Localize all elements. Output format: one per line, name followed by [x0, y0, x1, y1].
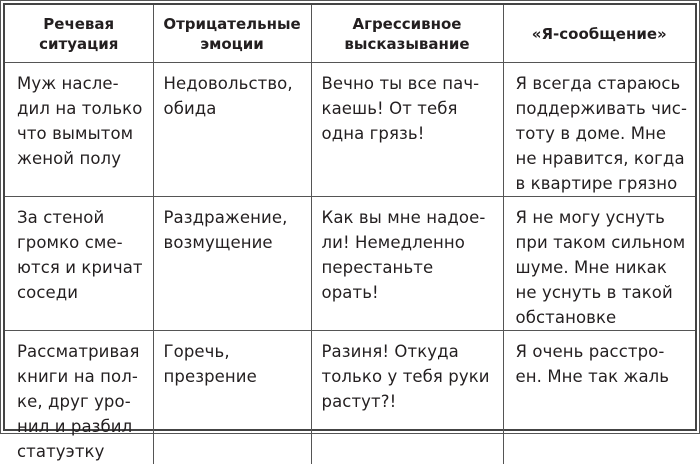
cell-line: За стеной: [17, 207, 105, 227]
cell-line: шуме. Мне никак: [515, 257, 667, 277]
cell-line: поддерживать чис-: [515, 98, 688, 118]
cell-situation: [5, 330, 153, 464]
cell-line: возмущение: [163, 232, 273, 252]
header-line: «Я-сообщение»: [531, 25, 667, 44]
cell-line: обстановке: [515, 307, 617, 327]
cell-line: дил на только: [17, 98, 143, 118]
cell-line: растут?!: [321, 391, 397, 411]
header-line: Речевая: [43, 15, 115, 34]
cell-line: Муж насле-: [17, 73, 119, 93]
cell-line: женой полу: [17, 148, 122, 168]
cell-line: статуэтку: [17, 441, 105, 461]
cell-line: одна грязь!: [321, 123, 425, 143]
cell-situation: [5, 196, 153, 330]
cell-line: ются и кричат: [17, 257, 143, 277]
cell-line: Недовольство,: [163, 73, 293, 93]
speech-situations-table: [5, 5, 695, 464]
cell-emotions: [153, 330, 311, 464]
cell-line: перестаньте: [321, 257, 434, 277]
cell-emotions: [153, 62, 311, 196]
cell-line: каешь! От тебя: [321, 98, 458, 118]
cell-line: не уснуть в такой: [515, 282, 673, 302]
header-line: высказывание: [344, 35, 470, 54]
table-header-row: [5, 5, 695, 62]
header-speech-situation: [5, 5, 153, 62]
cell-line: Я очень расстро-: [515, 341, 665, 361]
cell-line: ен. Мне так жаль: [515, 366, 670, 386]
cell-line: орать!: [321, 282, 379, 302]
cell-line: тоту в доме. Мне: [515, 123, 667, 143]
header-line: ситуация: [39, 35, 119, 54]
cell-line: при таком сильном: [515, 232, 686, 252]
cell-aggressive: [311, 196, 503, 330]
cell-line: громко сме-: [17, 232, 123, 252]
cell-emotions: [153, 196, 311, 330]
cell-line: что вымытом: [17, 123, 134, 143]
cell-aggressive: [311, 62, 503, 196]
table-row: [5, 62, 695, 196]
cell-i-message: [503, 196, 695, 330]
cell-line: обида: [163, 98, 217, 118]
cell-line: только у тебя руки: [321, 366, 490, 386]
table-row: [5, 196, 695, 330]
header-aggressive-statement: [311, 5, 503, 62]
cell-line: Я всегда стараюсь: [515, 73, 681, 93]
cell-line: нил и разбил: [17, 416, 133, 436]
cell-line: не нравится, когда: [515, 148, 685, 168]
cell-line: Рассматривая: [17, 341, 140, 361]
cell-line: Вечно ты все пач-: [321, 73, 480, 93]
cell-line: Я не могу уснуть: [515, 207, 665, 227]
cell-i-message: [503, 330, 695, 464]
header-line: Отрицательные: [163, 15, 301, 34]
cell-line: ке, друг уро-: [17, 391, 131, 411]
cell-aggressive: [311, 330, 503, 464]
header-line: эмоции: [200, 35, 264, 54]
header-line: Агрессивное: [352, 15, 462, 34]
cell-situation: [5, 62, 153, 196]
cell-line: в квартире грязно: [515, 173, 678, 193]
header-negative-emotions: [153, 5, 311, 62]
cell-line: соседи: [17, 282, 79, 302]
cell-line: Разиня! Откуда: [321, 341, 459, 361]
cell-line: Горечь,: [163, 341, 230, 361]
table-row: [5, 330, 695, 464]
cell-line: Раздражение,: [163, 207, 288, 227]
cell-line: Как вы мне надое-: [321, 207, 486, 227]
cell-line: презрение: [163, 366, 257, 386]
cell-line: ли! Немедленно: [321, 232, 465, 252]
header-i-message: [503, 5, 695, 62]
cell-line: книги на пол-: [17, 366, 138, 386]
cell-i-message: [503, 62, 695, 196]
